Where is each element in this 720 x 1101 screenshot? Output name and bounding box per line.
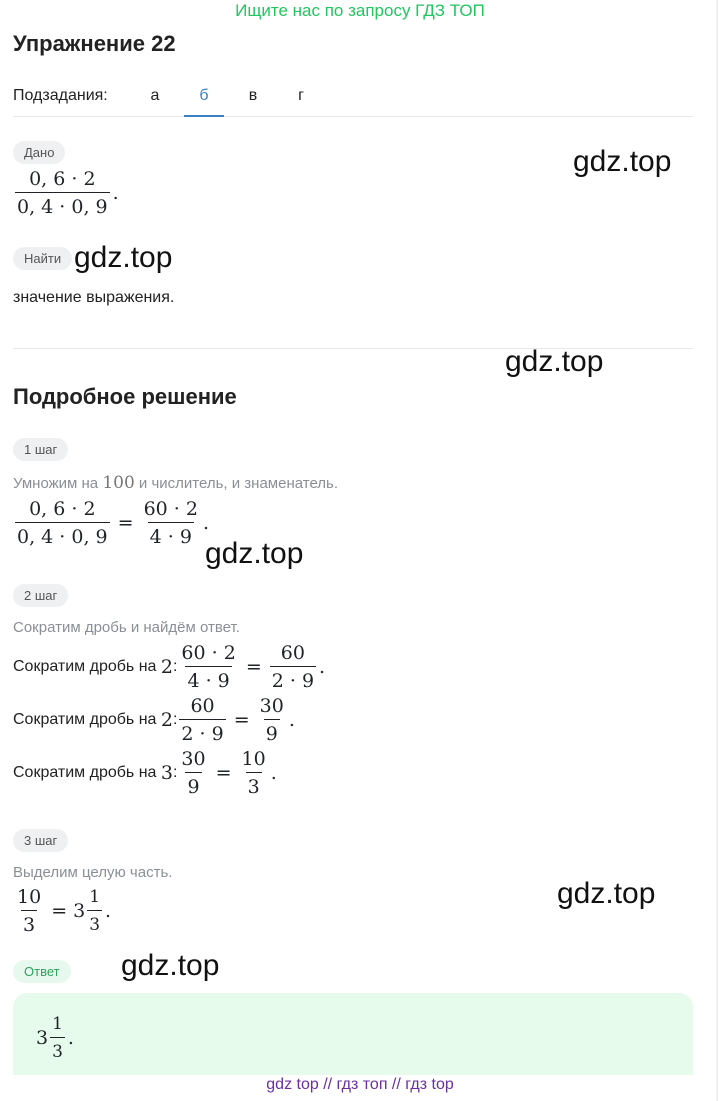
answer-value: 3 $\frac{1}{3}$ . <box>36 1014 74 1062</box>
step2-line-text: Сократим дробь на <box>13 764 157 781</box>
step3-hint: Выделим целую часть. <box>13 864 173 881</box>
fraction-denominator: 2 · 9 <box>270 666 316 692</box>
promo-banner[interactable]: Ищите нас по запросу ГДЗ ТОП <box>235 1 485 20</box>
fraction-denominator: 3 <box>50 1037 65 1063</box>
fraction-denominator: 0, 4 · 0, 9 <box>15 192 110 218</box>
step1-hint-prefix: Умножим на <box>13 475 103 492</box>
step1-rhs-fraction <box>142 498 200 548</box>
step2-hint: Сократим дробь и найдём ответ. <box>13 619 240 636</box>
step1-equation: $\frac{0, 6 \cdot 2}{0, 4 \cdot 0, 9}$ = $\frac{60 \cdot 2}{4 \cdot 9}$ . <box>17 498 209 548</box>
step1-lhs-fraction <box>15 498 110 548</box>
step2-line-text: Сократим дробь на <box>13 658 157 675</box>
page-title: Упражнение 22 <box>13 31 176 56</box>
fraction-numerator: 60 · 2 <box>143 498 198 520</box>
watermark: gdz.top <box>557 877 656 910</box>
watermark: gdz.top <box>74 241 173 274</box>
fraction-denominator: 3 <box>21 910 37 936</box>
fraction-denominator: 0, 4 · 0, 9 <box>15 522 110 548</box>
find-badge: Найти <box>13 247 72 270</box>
step2-line-equation: $\frac{30}{9}$ = $\frac{10}{3}$ . <box>181 748 277 798</box>
fraction-numerator: 10 <box>17 886 42 908</box>
step3-badge: 3 шаг <box>13 829 68 852</box>
fraction-numerator: 1 <box>89 887 101 907</box>
fraction-denominator: 2 · 9 <box>179 719 225 745</box>
watermark: gdz.top <box>121 949 220 982</box>
step2-line-text: Сократим дробь на <box>13 711 157 728</box>
fraction-denominator: 9 <box>185 772 201 798</box>
footer-links[interactable]: gdz top // гдз топ // гдз top <box>266 1076 454 1093</box>
fraction-numerator: 0, 6 · 2 <box>29 168 96 190</box>
mixed-whole-part: 3 <box>73 900 86 922</box>
fraction-numerator: 60 <box>280 642 305 664</box>
step2-line-1: Сократим дробь на 2 : $\frac{60 \cdot 2}{4 \cdot 9}$ = $\frac{60}{2 \cdot 9}$ . <box>13 642 326 692</box>
step2-line-equation: $\frac{60}{2 \cdot 9}$ = $\frac{30}{9}$ . <box>181 695 295 745</box>
fraction-numerator: 10 <box>241 748 266 770</box>
fraction-denominator: 4 · 9 <box>148 522 194 548</box>
step1-hint <box>13 473 338 493</box>
tab-b[interactable]: б <box>184 87 224 117</box>
watermark: gdz.top <box>573 145 672 178</box>
fraction-denominator: 9 <box>264 719 280 745</box>
step1-hint-suffix: и числитель, и знаменатель. <box>134 475 339 492</box>
step1-badge: 1 шаг <box>13 438 68 461</box>
given-expression: $\frac{0, 6 \cdot 2}{0, 4 \cdot 0, 9}$ . <box>17 168 119 218</box>
fraction-numerator: 30 <box>181 748 206 770</box>
step2-line-divisor: 2 <box>160 656 173 678</box>
fraction-numerator: 60 · 2 <box>181 642 236 664</box>
watermark: gdz.top <box>205 537 304 570</box>
fraction-denominator: 3 <box>246 772 262 798</box>
tab-v[interactable]: в <box>248 87 258 104</box>
tab-g[interactable]: г <box>298 87 304 104</box>
step3-equation: $\frac{10}{3}$ = 3 $\frac{1}{3}$ . <box>17 886 112 936</box>
given-badge: Дано <box>13 141 65 164</box>
given-fraction <box>15 168 110 218</box>
step2-line-equation: $\frac{60 \cdot 2}{4 \cdot 9}$ = $\frac{60}{2 \cdot 9}$ . <box>181 642 326 692</box>
subtask-tabs <box>13 84 693 117</box>
watermark: gdz.top <box>505 345 604 378</box>
subtasks-label: Подзадания: <box>13 87 108 104</box>
step2-line-2: Сократим дробь на 2 : $\frac{60}{2 \cdot 9}$ = $\frac{30}{9}$ . <box>13 695 295 745</box>
step2-line-divisor: 3 <box>160 762 173 784</box>
answer-box <box>13 993 693 1075</box>
tab-a[interactable]: а <box>150 87 160 104</box>
fraction-denominator: 4 · 9 <box>185 666 231 692</box>
answer-badge: Ответ <box>13 960 71 983</box>
mixed-whole-part: 3 <box>36 1027 49 1049</box>
step2-line-divisor: 2 <box>160 709 173 731</box>
step2-badge: 2 шаг <box>13 584 68 607</box>
page-edge <box>716 0 718 1101</box>
solution-heading: Подробное решение <box>13 384 237 409</box>
step2-line-3: Сократим дробь на 3 : $\frac{30}{9}$ = $\frac{10}{3}$ . <box>13 748 277 798</box>
fraction-numerator: 60 <box>190 695 215 717</box>
fraction-numerator: 0, 6 · 2 <box>29 498 96 520</box>
fraction-numerator: 30 <box>259 695 284 717</box>
find-text: значение выражения. <box>13 289 175 306</box>
fraction-numerator: 1 <box>52 1014 63 1034</box>
fraction-denominator: 3 <box>87 910 102 936</box>
step1-hint-number: 100 <box>102 473 135 493</box>
